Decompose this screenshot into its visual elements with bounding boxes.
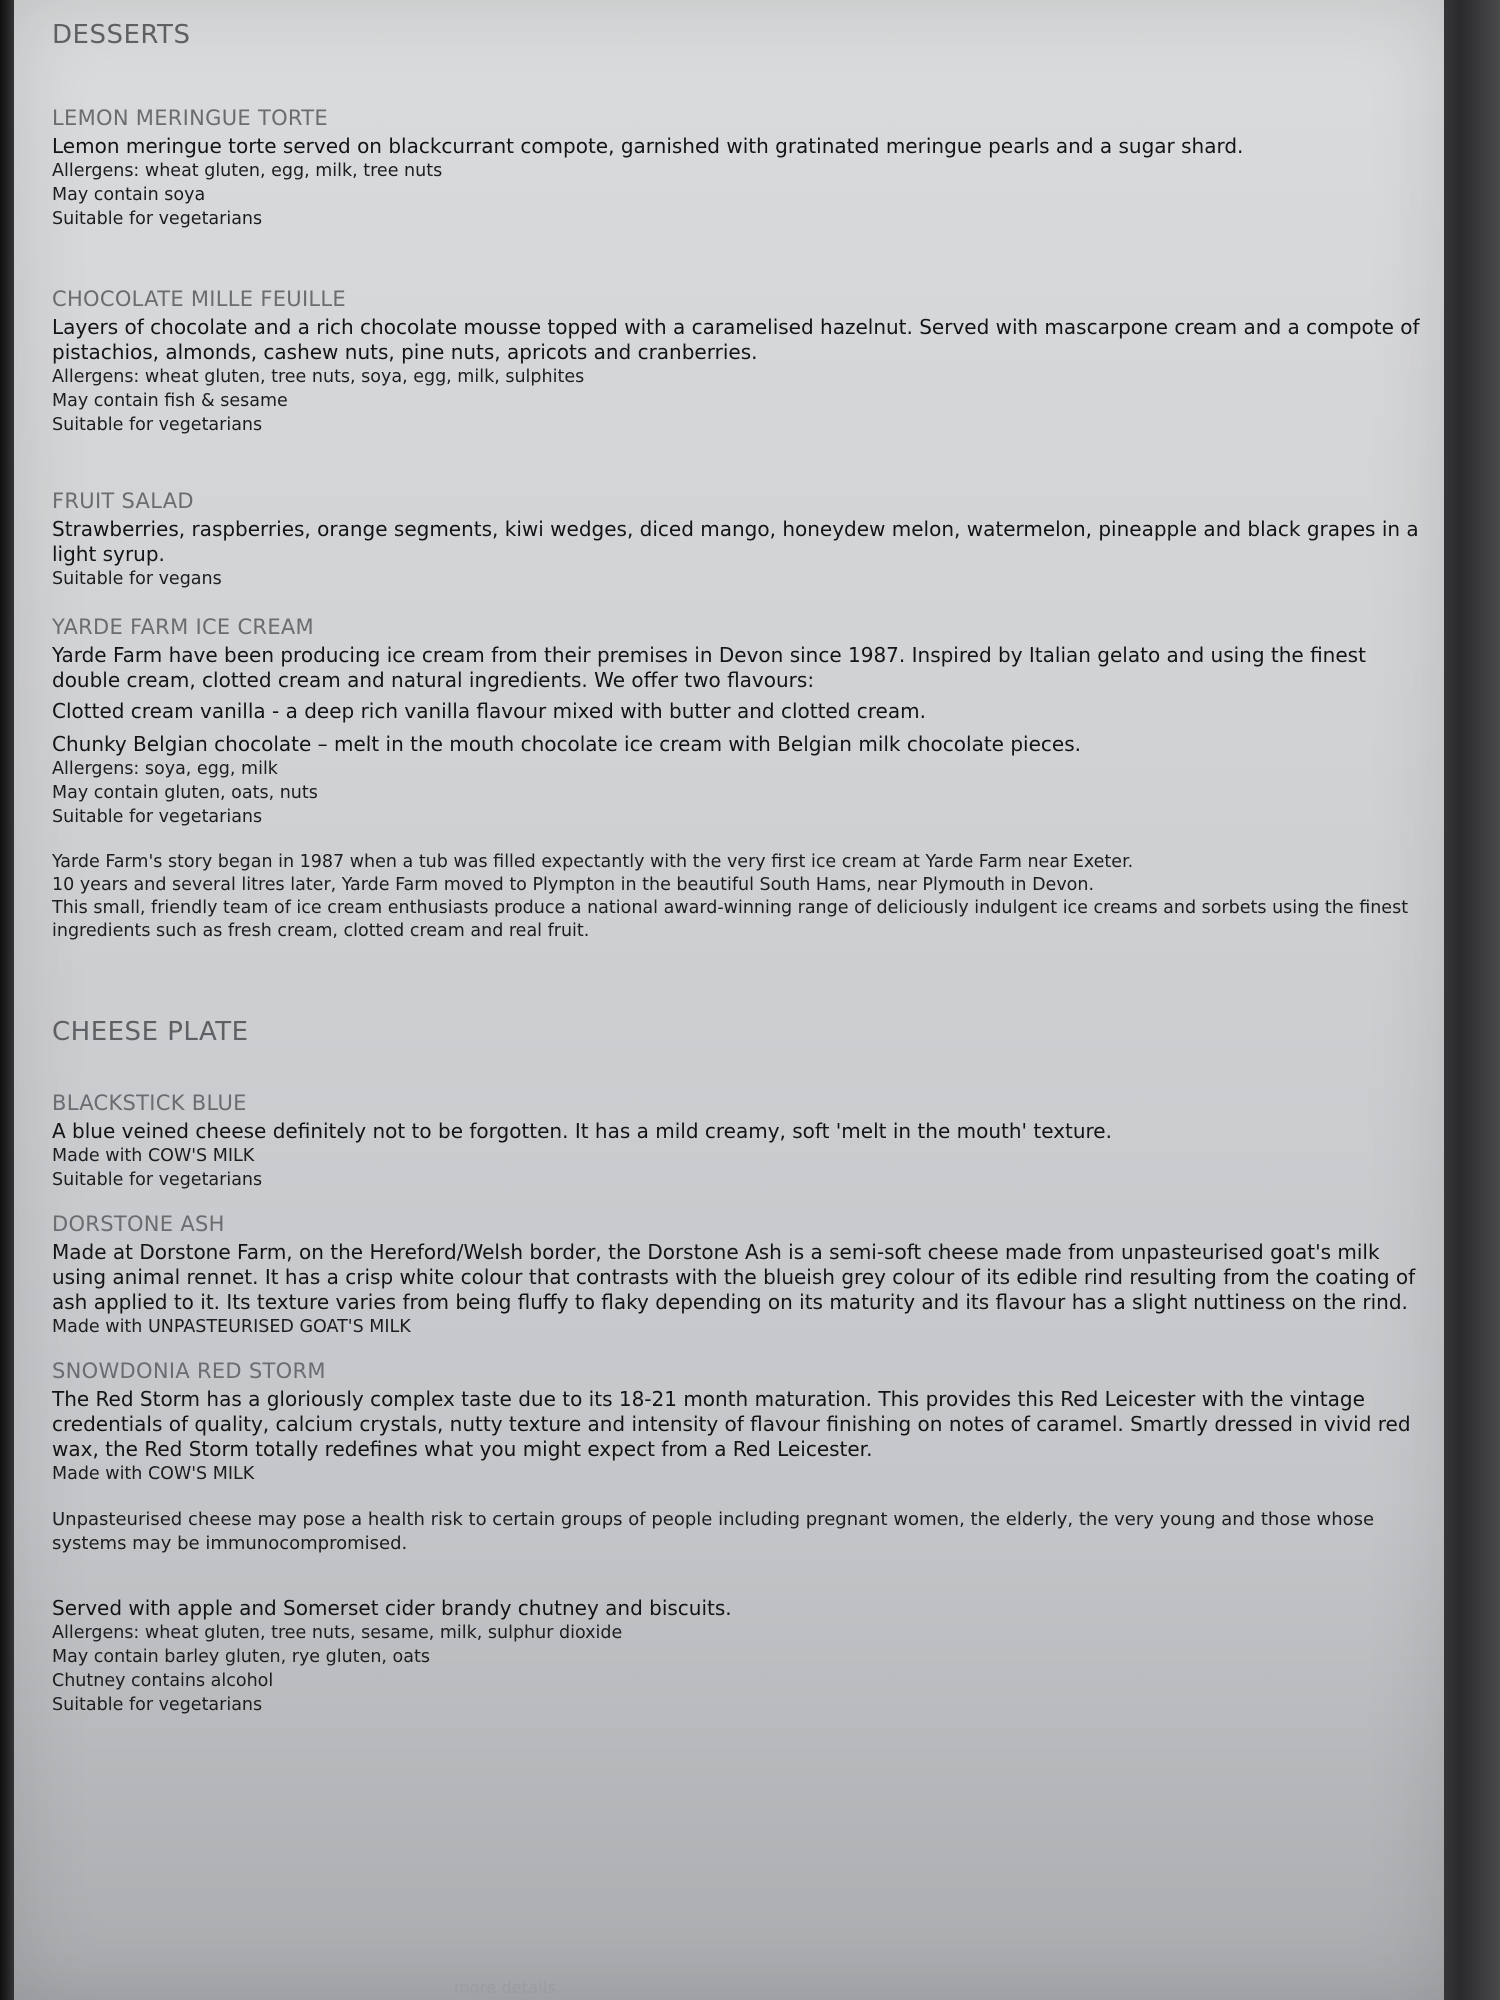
item-name: FRUIT SALAD <box>52 489 194 513</box>
dietary-note: Suitable for vegetarians <box>52 1695 263 1715</box>
flavour-chocolate: Chunky Belgian chocolate – melt in the mouth chocolate ice cream with Belgian milk chocolate pieces. <box>52 732 1081 756</box>
health-warning: Unpasteurised cheese may pose a health risk to certain groups of people including pregnant women, the elderly, the very young and those whose systems may be immunocompromised. <box>52 1509 1375 1554</box>
menu-content <box>52 18 1422 1717</box>
menu-item-dorstone-ash <box>52 1210 1422 1339</box>
item-description: Layers of chocolate and a rich chocolate mousse topped with a caramelised hazelnut. Served with mascarpone cream and a compote of pistachios, almonds, cashew nuts, pine nuts, apricots and cranberries. <box>52 315 1420 364</box>
story-line: Yarde Farm's story began in 1987 when a tub was filled expectantly with the very first ice cream at Yarde Farm near Exeter. <box>52 852 1134 872</box>
may-contain-note: May contain barley gluten, rye gluten, oats <box>52 1647 430 1667</box>
item-description: A blue veined cheese definitely not to be forgotten. It has a mild creamy, soft 'melt in the mouth' texture. <box>52 1119 1112 1143</box>
menu-item-yarde-farm-ice-cream <box>52 613 1422 829</box>
dietary-note: Suitable for vegans <box>52 569 222 589</box>
may-contain-note: May contain soya <box>52 185 206 205</box>
allergen-note: Allergens: soya, egg, milk <box>52 759 278 779</box>
menu-page <box>14 0 1444 2000</box>
dietary-note: Suitable for vegetarians <box>52 807 263 827</box>
milk-note: Made with UNPASTEURISED GOAT'S MILK <box>52 1317 411 1337</box>
dietary-note: Suitable for vegetarians <box>52 415 263 435</box>
menu-item-chocolate-mille-feuille <box>52 285 1422 437</box>
allergen-note: Allergens: wheat gluten, tree nuts, sesame, milk, sulphur dioxide <box>52 1623 623 1643</box>
may-contain-note: May contain fish & sesame <box>52 391 288 411</box>
story-line: This small, friendly team of ice cream enthusiasts produce a national award-winning range of deliciously indulgent ice creams and sorbets using the finest ingredients such as fresh cream, clotted cream and real fruit. <box>52 898 1409 941</box>
alcohol-note: Chutney contains alcohol <box>52 1671 274 1691</box>
item-name: SNOWDONIA RED STORM <box>52 1359 326 1383</box>
cheese-accompaniments <box>52 1596 1422 1717</box>
allergen-note: Allergens: wheat gluten, egg, milk, tree nuts <box>52 161 443 181</box>
footer-text: more details <box>454 1978 557 1997</box>
may-contain-note: May contain gluten, oats, nuts <box>52 783 318 803</box>
dietary-note: Suitable for vegetarians <box>52 209 263 229</box>
item-name: YARDE FARM ICE CREAM <box>52 615 314 639</box>
menu-item-snowdonia-red-storm <box>52 1357 1422 1486</box>
menu-item-blackstick-blue <box>52 1089 1422 1192</box>
milk-note: Made with COW'S MILK <box>52 1464 255 1484</box>
yarde-farm-story <box>52 851 1422 943</box>
dietary-note: Suitable for vegetarians <box>52 1170 263 1190</box>
section-title-cheese-plate: CHEESE PLATE <box>52 1017 249 1047</box>
item-name: CHOCOLATE MILLE FEUILLE <box>52 287 346 311</box>
item-description: Made at Dorstone Farm, on the Hereford/Welsh border, the Dorstone Ash is a semi-soft cheese made from unpasteurised goat's milk using animal rennet. It has a crisp white colour that contrasts with the blueish grey colour of its edible rind resulting from the coating of ash applied to it. Its texture varies from being fluffy to flaky depending on its maturity and its flavour has a slight nuttiness on the rind. <box>52 1240 1416 1314</box>
item-description: Strawberries, raspberries, orange segments, kiwi wedges, diced mango, honeydew melon, watermelon, pineapple and black grapes in a light syrup. <box>52 517 1419 566</box>
item-name: BLACKSTICK BLUE <box>52 1091 247 1115</box>
served-with: Served with apple and Somerset cider brandy chutney and biscuits. <box>52 1596 732 1620</box>
item-description: The Red Storm has a gloriously complex taste due to its 18-21 month maturation. This provides this Red Leicester with the vintage credentials of quality, calcium crystals, nutty texture and intensity of flavour finishing on notes of caramel. Smartly dressed in vivid red wax, the Red Storm totally redefines what you might expect from a Red Leicester. <box>52 1387 1411 1461</box>
item-name: DORSTONE ASH <box>52 1212 225 1236</box>
section-title-desserts: DESSERTS <box>52 20 191 50</box>
story-line: 10 years and several litres later, Yarde Farm moved to Plympton in the beautiful South Hams, near Plymouth in Devon. <box>52 875 1095 895</box>
item-description: Lemon meringue torte served on blackcurrant compote, garnished with gratinated meringue pearls and a sugar shard. <box>52 134 1244 158</box>
menu-item-lemon-meringue-torte <box>52 104 1422 231</box>
allergen-note: Allergens: wheat gluten, tree nuts, soya, egg, milk, sulphites <box>52 367 585 387</box>
item-description: Yarde Farm have been producing ice cream from their premises in Devon since 1987. Inspired by Italian gelato and using the finest double cream, clotted cream and natural ingredients. We offer two flavours: <box>52 643 1366 692</box>
menu-item-fruit-salad <box>52 487 1422 591</box>
milk-note: Made with COW'S MILK <box>52 1146 255 1166</box>
item-name: LEMON MERINGUE TORTE <box>52 106 328 130</box>
flavour-vanilla: Clotted cream vanilla - a deep rich vanilla flavour mixed with butter and clotted cream. <box>52 699 926 723</box>
